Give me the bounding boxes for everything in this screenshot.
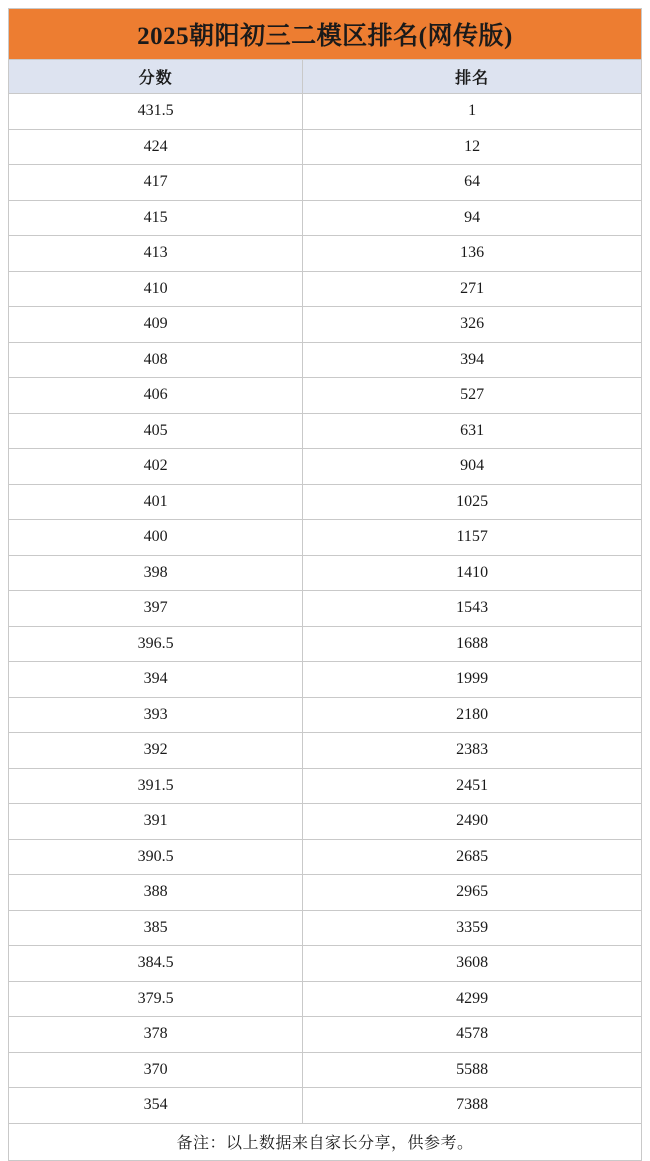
cell-rank: 1410 (303, 555, 642, 591)
cell-score: 408 (9, 342, 303, 378)
header-row (9, 60, 642, 94)
table-title: 2025朝阳初三二模区排名(网传版) (9, 9, 642, 60)
cell-rank: 5588 (303, 1052, 642, 1088)
cell-rank: 2965 (303, 875, 642, 911)
table-row (9, 555, 642, 591)
cell-rank: 904 (303, 449, 642, 485)
column-header-score: 分数 (9, 60, 303, 94)
cell-score: 391.5 (9, 768, 303, 804)
cell-score: 385 (9, 910, 303, 946)
cell-rank: 271 (303, 271, 642, 307)
column-header-rank: 排名 (303, 60, 642, 94)
table-row (9, 946, 642, 982)
cell-score: 391 (9, 804, 303, 840)
cell-score: 393 (9, 697, 303, 733)
cell-rank: 2383 (303, 733, 642, 769)
cell-rank: 2451 (303, 768, 642, 804)
table-row (9, 804, 642, 840)
cell-score: 378 (9, 1017, 303, 1053)
table-row (9, 875, 642, 911)
cell-rank: 2180 (303, 697, 642, 733)
table-row (9, 662, 642, 698)
cell-score: 415 (9, 200, 303, 236)
cell-rank: 631 (303, 413, 642, 449)
table-row (9, 484, 642, 520)
cell-rank: 2490 (303, 804, 642, 840)
cell-score: 390.5 (9, 839, 303, 875)
cell-rank: 1999 (303, 662, 642, 698)
table-row (9, 520, 642, 556)
cell-score: 396.5 (9, 626, 303, 662)
cell-score: 410 (9, 271, 303, 307)
cell-rank: 1 (303, 94, 642, 130)
cell-score: 388 (9, 875, 303, 911)
table-row (9, 165, 642, 201)
cell-rank: 4299 (303, 981, 642, 1017)
table-row (9, 626, 642, 662)
table-row (9, 342, 642, 378)
cell-rank: 3608 (303, 946, 642, 982)
cell-score: 384.5 (9, 946, 303, 982)
cell-score: 394 (9, 662, 303, 698)
table-row (9, 1017, 642, 1053)
cell-score: 401 (9, 484, 303, 520)
cell-rank: 136 (303, 236, 642, 272)
cell-rank: 12 (303, 129, 642, 165)
cell-rank: 1543 (303, 591, 642, 627)
cell-score: 413 (9, 236, 303, 272)
cell-score: 409 (9, 307, 303, 343)
table-row (9, 1052, 642, 1088)
cell-rank: 4578 (303, 1017, 642, 1053)
table-row (9, 449, 642, 485)
cell-rank: 2685 (303, 839, 642, 875)
table-row (9, 839, 642, 875)
cell-rank: 1688 (303, 626, 642, 662)
cell-rank: 527 (303, 378, 642, 414)
table-row (9, 697, 642, 733)
score-rank-table (8, 8, 642, 1161)
table-row (9, 236, 642, 272)
cell-score: 398 (9, 555, 303, 591)
cell-rank: 64 (303, 165, 642, 201)
table-row (9, 94, 642, 130)
table-row (9, 271, 642, 307)
table-row (9, 1088, 642, 1124)
cell-score: 354 (9, 1088, 303, 1124)
table-row (9, 768, 642, 804)
table-note: 备注：以上数据来自家长分享，供参考。 (9, 1123, 642, 1160)
cell-score: 392 (9, 733, 303, 769)
table-body (9, 9, 642, 1161)
cell-rank: 1025 (303, 484, 642, 520)
cell-score: 402 (9, 449, 303, 485)
table-row (9, 200, 642, 236)
cell-score: 424 (9, 129, 303, 165)
cell-rank: 7388 (303, 1088, 642, 1124)
cell-score: 431.5 (9, 94, 303, 130)
cell-rank: 94 (303, 200, 642, 236)
cell-score: 400 (9, 520, 303, 556)
table-row (9, 413, 642, 449)
title-row (9, 9, 642, 60)
cell-rank: 326 (303, 307, 642, 343)
cell-score: 397 (9, 591, 303, 627)
cell-score: 405 (9, 413, 303, 449)
table-row (9, 129, 642, 165)
table-row (9, 981, 642, 1017)
cell-score: 417 (9, 165, 303, 201)
cell-rank: 394 (303, 342, 642, 378)
cell-score: 370 (9, 1052, 303, 1088)
table-row (9, 378, 642, 414)
table-row (9, 733, 642, 769)
cell-rank: 1157 (303, 520, 642, 556)
cell-rank: 3359 (303, 910, 642, 946)
cell-score: 406 (9, 378, 303, 414)
note-row (9, 1123, 642, 1160)
table-row (9, 307, 642, 343)
table-row (9, 910, 642, 946)
cell-score: 379.5 (9, 981, 303, 1017)
table-row (9, 591, 642, 627)
